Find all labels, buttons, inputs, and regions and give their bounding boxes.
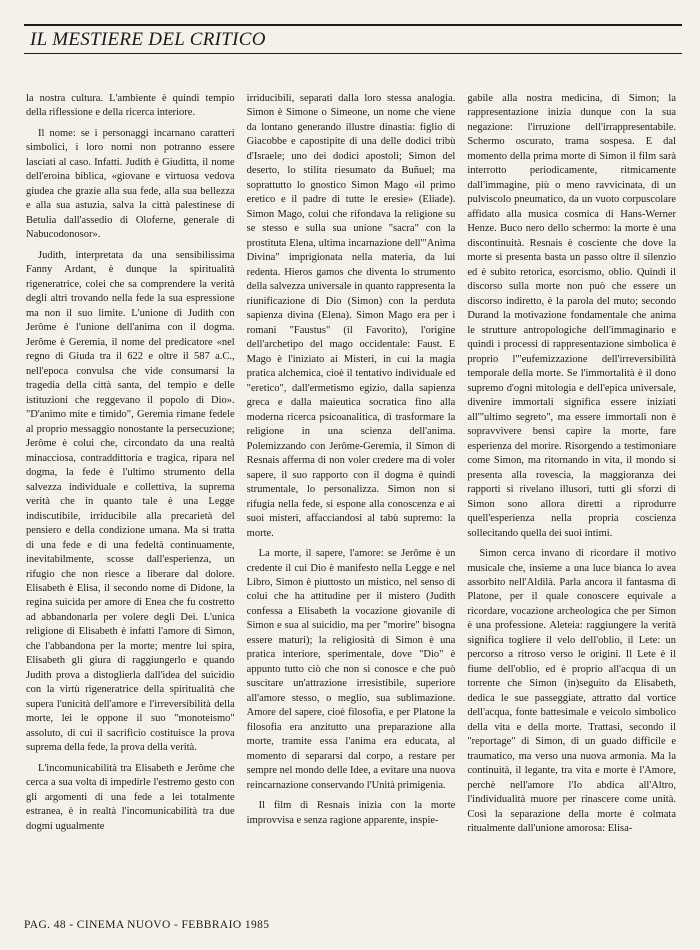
paragraph: La morte, il sapere, l'amore: se Jerôme è un credente il cui Dio è manifesto nella Legge e nel Libro, Simon è piuttosto un mistico, nel senso di colui che ha attitudine per il mistero (Judith confessa a Elisabeth la vocazione giovanile di Simon e sua al suicidio, ma per "morire" bisogna essere maturi); la religiosità di Simon è una pratica interiore, sperimentale, dove "Dio" è appunto tutto ciò che non si conosce e che può suscitare un'attrazione irresistibile, superiore all'amore stesso, o meglio, sua sublimazione. Amore del sapere, cioè filosofia, e per Platone la filosofia era anzitutto una preparazione alla morte, tramite essa l'anima era educata, al momento di separarsi dal corpo, a restare per sempre nel mondo delle Idee, a evitare una nuova reincarnazione conservando l'Unità primigenia.	[246, 548, 456, 791]
paragraph: L'incomunicabilità tra Elisabeth e Jerôme che cerca a sua volta di impedirle l'estremo gesto con gli argomenti di una fede a lei totalmente estranea, è in realtà l'incomunicabilità tra due dogmi ugualmente	[26, 762, 235, 832]
paragraph: Judith, interpretata da una sensibilissima Fanny Ardant, è dunque la spiritualità rigeneratrice, colei che sa comprendere la verità degli altri trovando nella fede la sua espressione ma non il suo limite. L'unione di Judith con Jerôme è l'unione dell'anima con il dogma. Jerôme è Geremia, il nome del predicatore «nel regno di Giuda tra il 622 e oltre il 587 a.C., nell'epoca convulsa che vide consumarsi la tragedia della città santa, del tempio e delle istituzioni che reggevano il popolo di Dio». "D'animo mite e timido", Geremia rimane fedele al proprio messaggio nonostante la persecuzione; Jerôme è colui che, circondato da una realtà minacciosa, contraddittoria e tragica, ripara nel dogma, la fede è l'ultimo strumento della salvezza individuale e collettiva, la suprema verità che in quanto tale è una Legge indiscutibile, irriducibile alla precarietà del pensiero e della condizione umana. Ma si tratta di una fede e di una fedeltà continuamente, inevitabilmente, scosse dall'esperienza, un rifugio che non riesce a liberare dal dolore. Elisabeth è Elisa, il secondo nome di Didone, la regina suicida per amore di Enea che fu costretto ad abbandonarla per volere degli Dei. L'unica religione di Elisabeth è infatti l'amore di Simon, che l'abbandona per la morte; mentre lui spira, Elisabeth gli giura di raggiungerlo e quando Judith prova a distoglierla dall'idea del suicidio con la virtù rigeneratrice della spiritualità che supera l'unicità dell'amore e l'irreversibilità della morte, lei le oppone il suo "monoteismo" assoluto, di cui il sacrificio costituisce la prova suprema della fede, la prova della verità.	[26, 249, 235, 754]
text-column-2	[247, 92, 456, 910]
article-body	[26, 92, 676, 910]
page-footer: PAG. 48 - CINEMA NUOVO - FEBBRAIO 1985	[24, 919, 270, 931]
paragraph: Il nome: se i personaggi incarnano caratteri simbolici, i loro nomi non potranno essere lasciati al caso. Infatti. Judith è Giuditta, il nome dell'eroina biblica, «giovane e virtuosa vedova giudea che grazie alla sua fede, alla sua bellezza e alla sua astuzia, salva la città palestinese di Betulia dall'assedio di Oloferne, generale di Nabucodonosor».	[26, 127, 235, 241]
running-header	[24, 24, 682, 54]
paragraph: Simon cerca invano di ricordare il motivo musicale che, insieme a una luce bianca lo avea assorbito nell'Aldilà. Parla ancora il fantasma di Platone, per il quale conoscere equivale a ricordare, vocazione archeologica che per Simon è una professione. Aleteia: raggiungere la verità significa togliere il velo dell'oblio, il Lete: un percorso a ritroso verso le origini. Il Lete è il fiume dell'oblio, ed è proprio all'acqua di un torrente che Simon (in)seguito da Elisabeth, dedica le sue passeggiate, attratto dal vortice dell'acqua, fonte battesimale e veicolo simbolico della vita e della morte. Trattasi, secondo il "reportage" di Simon, di un guado difficile e traumatico, ma verso una nuova armonia. Ma la continuità, il legante, tra vita e morte è l'Amore, perchè nell'amore l'Io abdica all'Altro, l'individualità muore per rinascere come unità. Così la separazione della morte è colmata ritualmente dall'unione amorosa: Elisa-	[467, 548, 676, 835]
text-column-3	[467, 92, 676, 910]
paragraph: la nostra cultura. L'ambiente è quindi tempio della riflessione e della ricerca interiore.	[26, 93, 235, 119]
text-column-1	[26, 92, 235, 910]
paragraph: irriducibili, separati dalla loro stessa analogia. Simon è Simone o Simeone, un nome che viene da lontano generando illustre dinastia: figlio di Giacobbe e capostipite di una delle dodici tribù d'Israele; uno dei dodici apostoli; Simon del deserto, lo stilita riesumato da Buñuel; ma soprattutto lo gnostico Simon Mago «il primo eretico e il padre di tutte le eresie» (Eliade). Simon Mago, colui che rifondava la religione su se stesso e sulla sua unione "sacra" con la prostituta Elena, ultima incarnazione dell'"Anima Divina" imprigionata nella materia, da lui redenta. Hieros gamos che diventa lo strumento della salvezza universale in quanto rappresenta la riunificazione di Dio (Simon) con la perduta sapienza divina (Elena). Simon Mago era per i romani "Faustus" (il Favorito), l'origine dell'archetipo del mago occidentale: Faust. E Mago è l'iniziato ai Misteri, in cui la magia pratica alchemica, cioè il tentativo individuale ed "eretico", dall'ermetismo egizio, dalla sapienza greca e dalla maieutica socratica fino alla moderna ricerca psicoanalitica, di trasformare la religione in una scienza dell'anima. Polemizzando con Jerôme-Geremia, il Simon di Resnais afferma di non voler credere ma di voler sapere, il suo rapporto con il dogma è quindi strumentale, lo personalizza. Simon non si rifugia nella fede, si espone alla conoscenza e ai suoi misteri, affacciandosi al tabù supremo: la morte.	[246, 93, 456, 539]
paragraph: Il film di Resnais inizia con la morte improvvisa e senza ragione apparente, inspie-	[246, 800, 456, 826]
paragraph: gabile alla nostra medicina, di Simon; la rappresentazione inizia dunque con la sua negazione: l'irruzione dell'irrappresentabile. Schermo oscurato, trama sospesa. E dal momento della prima morte di Simon il film sarà interrotto periodicamente, ritmicamente dall'immagine, più o meno ravvicinata, di un pulviscolo pneumatico, da un vuoto corpuscolare affidato alla musica cosmica di Hans-Werner Henze. Buco nero dello schermo: la morte è una discontinuità. Resnais è cosciente che dove la morte si presenta basta un passo oltre il silenzio ed è subito retorica, esorcismo, oblio. Quindi il discorso sulla morte non può che essere un discorso indiretto, è la parola del muto; secondo Durand la motivazione fondamentale che anima le strutture antropologiche dell'immaginario e quindi i processi di rappresentazione simbolica è proprio l'"eufemizzazione dell'irreversibilità temporale della morte. Se l'immortalità è il dono supremo d'ogni mitologia e dell'epica universale, divenire immortali significa essere iniziati all'"ultimo segreto", ma essere immortali non è sopravvivere bensì capire la morte, fare esperienza del morire. Risorgendo a testimoniare come Simon, ma ritornando in vita, il mondo si presenta alla rovescia, la maggioranza dei rapporti si rivelano illusori, tutti gli sforzi di Simon sono allora diretti a riprodurre quell'esperienza nella propria coscienza sollecitando quella dei suoi intimi.	[467, 93, 676, 539]
section-title: IL MESTIERE DEL CRITICO	[30, 29, 266, 50]
